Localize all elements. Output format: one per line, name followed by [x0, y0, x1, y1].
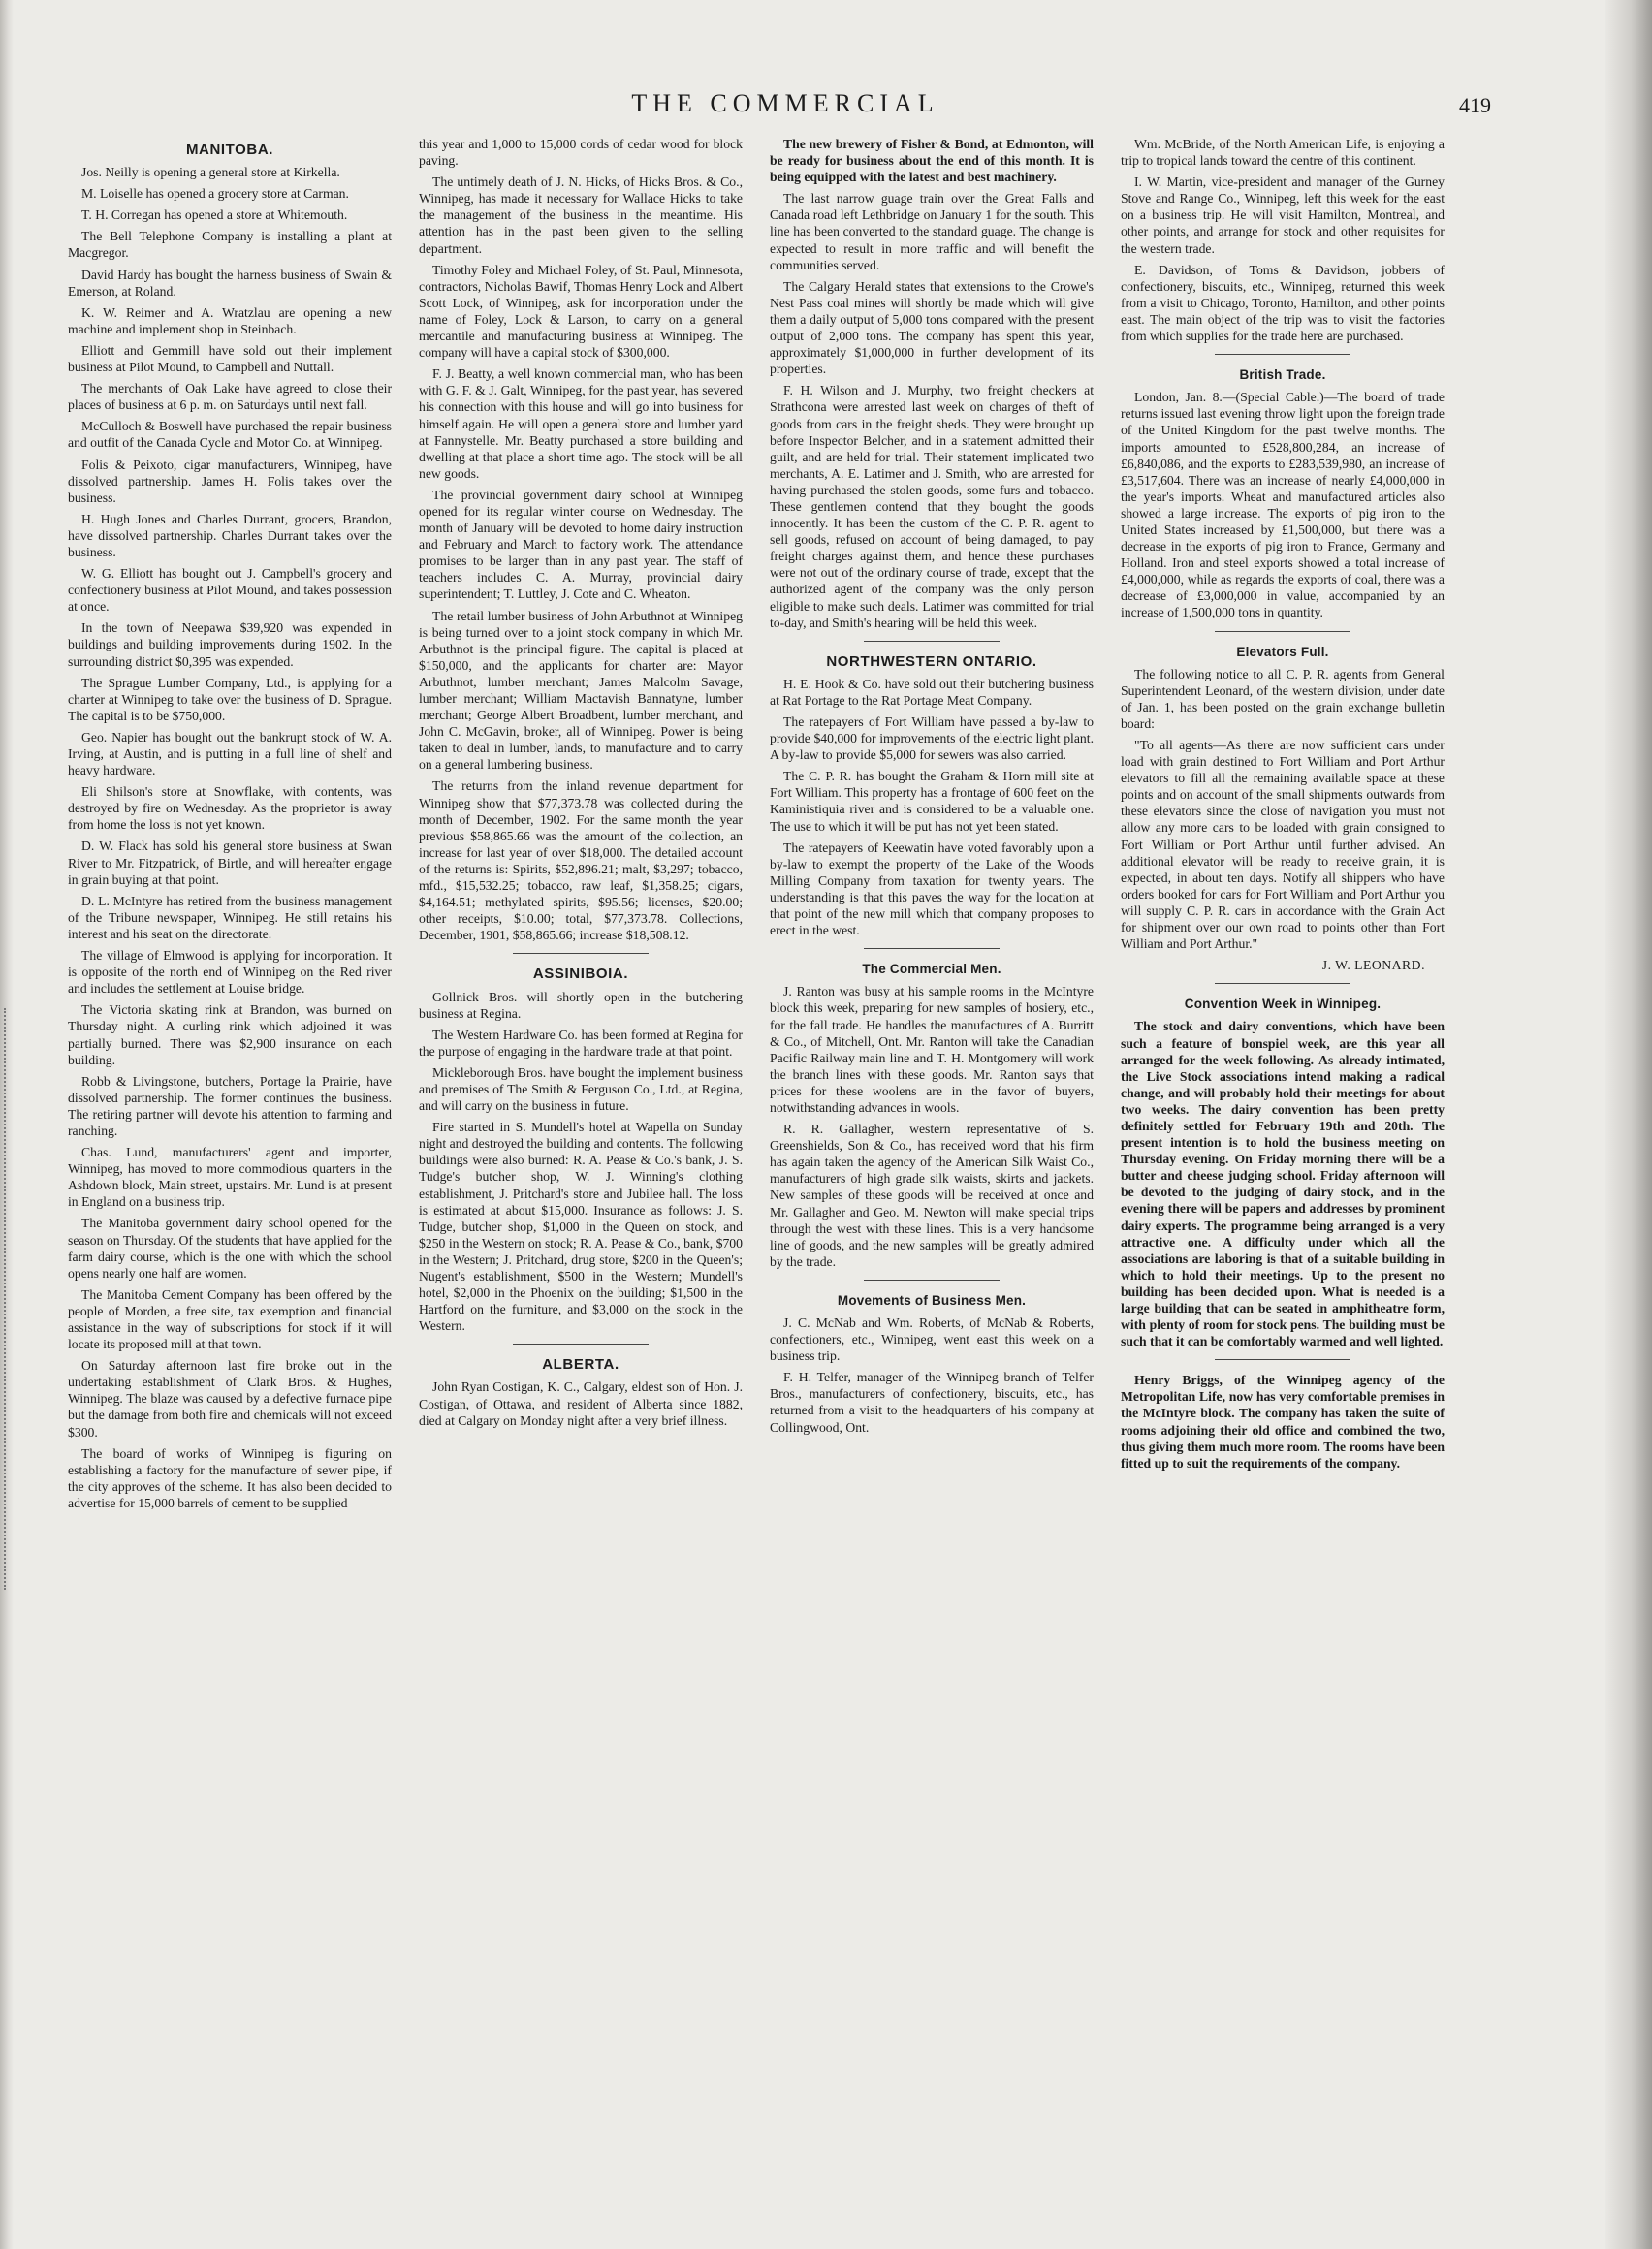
- news-item: David Hardy has bought the harness business of Swain & Emerson, at Roland.: [68, 267, 392, 299]
- news-item: H. E. Hook & Co. have sold out their butchering business at Rat Portage to the Rat Portage Meat Company.: [770, 676, 1094, 708]
- news-item: The provincial government dairy school at Winnipeg opened for its regular winter course on Wednesday. The month of January will be devoted to home dairy instruction and February and March to factory work. The attendance promises to be larger than in any past year. The staff of teachers includes C. A. Murray, provincial dairy superintendent; T. Luttley, J. Cote and C. Wheaton.: [419, 487, 743, 602]
- news-item: In the town of Neepawa $39,920 was expended in buildings and building improvements during 1902. In the surrounding district $0,395 was expended.: [68, 620, 392, 669]
- page-number: 419: [1459, 93, 1491, 117]
- section-heading: NORTHWESTERN ONTARIO.: [826, 652, 1037, 670]
- news-item: The board of works of Winnipeg is figuring on establishing a factory for the manufacture of sewer pipe, if the city approves of the scheme. It has also been decided to advertise for 15,000 barrels of cement to be supplied: [68, 1445, 392, 1510]
- section-divider: [864, 1280, 1000, 1281]
- masthead: THE COMMERCIAL: [631, 89, 939, 117]
- news-item: The untimely death of J. N. Hicks, of Hicks Bros. & Co., Winnipeg, has made it necessary for Wallace Hicks to take the management of the business in the meantime. His attention has in the past been given to the selling department.: [419, 174, 743, 256]
- news-item: D. W. Flack has sold his general store business at Swan River to Mr. Fitzpatrick, of Birtle, and will hereafter engage in grain buying at that point.: [68, 839, 392, 887]
- news-item: Timothy Foley and Michael Foley, of St. Paul, Minnesota, contractors, Nicholas Bawif, Thomas Henry Lock and Albert Scott Lock, of Winnipeg, ask for incorporation under the name of Foley, Lock & Larson, to carry on a general mercantile and manufacturing business at Winnipeg. The company will have a capital stock of $300,000.: [419, 262, 743, 361]
- news-item: The village of Elmwood is applying for incorporation. It is opposite of the north end of Winnipeg on the Red river and includes the settlement at Louise bridge.: [68, 948, 392, 997]
- section-divider: [864, 948, 1000, 949]
- news-item: The Western Hardware Co. has been formed at Regina for the purpose of engaging in the hardware trade at that point.: [419, 1027, 743, 1059]
- news-item: F. H. Telfer, manager of the Winnipeg branch of Telfer Bros., manufacturers of confectionery, biscuits, etc., has returned from a visit to the headquarters of his company at Collingwood, Ont.: [770, 1370, 1094, 1435]
- news-item: W. G. Elliott has bought out J. Campbell's grocery and confectionery business at Pilot Mound, and takes possession at once.: [68, 566, 392, 615]
- news-item: D. L. McIntyre has retired from the business management of the Tribune newspaper, Winnipeg. He still retains his interest and his seat on the directorate.: [68, 893, 392, 941]
- news-item: London, Jan. 8.—(Special Cable.)—The board of trade returns issued last evening throw light upon the foreign trade of the United Kingdom for the past twelve months. The imports amounted to £528,800,284, an increase of £6,840,086, and the exports to £283,539,980, an increase of £3,517,604. There was an increase of nearly £4,000,000 in the year's imports. Wheat and manufactured articles also showed a large increase. The exports of pig iron to the United States increased by £1,500,000, but there was a decrease in the exports of pig iron to France, Germany and Holland. Iron and steel exports showed a total increase of £4,000,000, while as regards the exports of coal, there was a decrease of £3,000,000 in value, accompanied by an increase of 1,500,000 tons in quantity.: [1121, 390, 1445, 620]
- news-item: The returns from the inland revenue department for Winnipeg show that $77,373.78 was collected during the month of December, 1902. For the same month the year previous $58,865.66 was the amount of the collection, an increase for last year of over $18,000. The detailed account of the returns is: Spirits, $52,896.21; malt, $3,297; tobacco, mfd., $15,532.25; tobacco, raw leaf, $1,358.25; cigars, $4,164.51; methylated spirits, $95.56; licenses, $20.00; other receipts, $10.00; total, $77,373.78. Collections, December, 1901, $58,865.66; increase $18,508.12.: [419, 778, 743, 943]
- news-item: Mickleborough Bros. have bought the implement business and premises of The Smith & Ferguson Co., Ltd., at Regina, and will carry on the business in future.: [419, 1064, 743, 1114]
- section-divider: [1215, 983, 1350, 984]
- news-item: K. W. Reimer and A. Wratzlau are opening a new machine and implement shop in Steinbach.: [68, 304, 392, 336]
- column-3: [770, 136, 1094, 2201]
- section-heading: British Trade.: [1239, 367, 1326, 383]
- section-heading: Elevators Full.: [1236, 644, 1329, 659]
- news-item: H. Hugh Jones and Charles Durrant, grocers, Brandon, have dissolved partnership. Charles Durrant takes over the business.: [68, 511, 392, 559]
- news-item: The merchants of Oak Lake have agreed to close their places of business at 6 p. m. on Saturdays until next fall.: [68, 381, 392, 413]
- news-item: I. W. Martin, vice-president and manager of the Gurney Stove and Range Co., Winnipeg, left this week for the east on a business trip. He will visit Hamilton, Montreal, and other points, and arrange for stock and other requisites for the western trade.: [1121, 174, 1445, 256]
- news-item: The new brewery of Fisher & Bond, at Edmonton, will be ready for business about the end of this month. It is being equipped with the latest and best machinery.: [770, 137, 1094, 185]
- section-divider: [513, 953, 649, 954]
- news-item: The Sprague Lumber Company, Ltd., is applying for a charter at Winnipeg to take over the business of D. Sprague. The capital is to be $750,000.: [68, 675, 392, 723]
- signature: J. W. LEONARD.: [1321, 958, 1425, 973]
- section-heading: ASSINIBOIA.: [532, 966, 629, 983]
- news-item: The Manitoba Cement Company has been offered by the people of Morden, a free site, tax exemption and financial assistance in the way of subscriptions for stock if it will locate its proposed mill at that town.: [68, 1286, 392, 1352]
- column-4: [1121, 136, 1445, 2201]
- section-heading: The Commercial Men.: [862, 962, 1001, 977]
- news-item: McCulloch & Boswell have purchased the repair business and outfit of the Canada Cycle and Motor Co. at Winnipeg.: [68, 419, 392, 451]
- news-item: Gollnick Bros. will shortly open in the butchering business at Regina.: [419, 989, 743, 1021]
- section-heading: Convention Week in Winnipeg.: [1184, 997, 1382, 1012]
- news-item: Elliott and Gemmill have sold out their implement business at Pilot Mound, to Campbell and Nuttall.: [68, 342, 392, 375]
- news-item: F. J. Beatty, a well known commercial man, who has been with G. F. & J. Galt, Winnipeg, for the past year, has severed his connection with this house and will go into business for himself again. He will open a general store and lumber yard at Fannystelle. Mr. Beatty purchased a store building and dwelling at that place a short time ago. The stock will be all new goods.: [419, 366, 743, 481]
- news-item: Henry Briggs, of the Winnipeg agency of the Metropolitan Life, now has very comfortable premises in the McIntyre block. The company has taken the suite of rooms adjoining their old office and combined the two, thus giving them much more room. The rooms have been fitted up to suit the requirements of the company.: [1121, 1373, 1445, 1471]
- news-item: The Manitoba government dairy school opened for the season on Thursday. Of the students that have applied for the farm dairy course, which is the one with which the school opens nearly one half are women.: [68, 1216, 392, 1281]
- news-item: E. Davidson, of Toms & Davidson, jobbers of confectionery, biscuits, etc., Winnipeg, returned this week from a visit to Chicago, Toronto, Hamilton, and other points east. The main object of the trip was to visit the factories from which supplies for the trade here are purchased.: [1121, 262, 1445, 344]
- section-divider: [1215, 1359, 1350, 1360]
- news-item: "To all agents—As there are now sufficient cars under load with grain destined to Fort William and Port Arthur elevators to fill all the remaining available space at these points and on account of the small shipments outwards from these elevators since the close of navigation you must not allow any more cars to be loaded with grain consigned to Fort William or Port Arthur until further advised. An additional elevator will be ready to receive grain, it is expected, in about ten days. Notify all shippers who have orders booked for cars for Fort William and Port Arthur you will supply C. P. R. cars in accordance with the Grain Act for shipment over our own road to points other than Fort William and Port Arthur.": [1121, 738, 1445, 952]
- news-item: T. H. Corregan has opened a store at Whitemouth.: [81, 207, 348, 223]
- section-heading: ALBERTA.: [542, 1356, 620, 1374]
- news-item: The Calgary Herald states that extensions to the Crowe's Nest Pass coal mines will shortly be made which will give them a daily output of 5,000 tons compared with the present output of 2,000 tons. The company has spent this year, approximately $1,000,000 in further development of its properties.: [770, 278, 1094, 377]
- news-item: On Saturday afternoon last fire broke out in the undertaking establishment of Clark Bros. & Hughes, Winnipeg. The blaze was caused by a defective furnace pipe but the damage from both fire and chemicals will not exceed $300.: [68, 1358, 392, 1440]
- news-item: F. H. Wilson and J. Murphy, two freight checkers at Strathcona were arrested last week on charges of theft of goods from cars in the freight sheds. They were brought up before Inspector Belcher, and in a statement admitted their guilt, and are held for trial. Their statement implicated two merchants, A. E. Latimer and J. Smith, who are arrested for having purchased the stolen goods, some furs and tobacco. These gentlemen contend that they bought the goods innocently. It has been the custom of the C. P. R. agent to sell goods, refused on account of being damaged, to pay freight charges against them, and hence these purchases were not out of the ordinary course of trade, except that the authorized agent of the company was the only person eligible to make such deals. Latimer was committed for trial to-day, and Smith's hearing will be held this week.: [770, 383, 1094, 630]
- section-divider: [864, 641, 1000, 642]
- section-divider: [1215, 354, 1350, 355]
- column-2: [419, 136, 743, 2201]
- news-item: Geo. Napier has bought out the bankrupt stock of W. A. Irving, at Austin, and is putting in a full line of shelf and heavy hardware.: [68, 729, 392, 778]
- news-item: The ratepayers of Keewatin have voted favorably upon a by-law to exempt the property of the Lake of the Woods Milling Company from taxation for twenty years. The understanding is that this paves the way for the location at that point of the new mill which that company proposes to erect in the west.: [770, 839, 1094, 938]
- news-item: The Bell Telephone Company is installing a plant at Macgregor.: [68, 229, 392, 261]
- news-item: Jos. Neilly is opening a general store at Kirkella.: [81, 165, 340, 180]
- news-item: Robb & Livingstone, butchers, Portage la Prairie, have dissolved partnership. The former continues the business. The retiring partner will devote his attention to farming and ranching.: [68, 1073, 392, 1138]
- news-item: The last narrow guage train over the Great Falls and Canada road left Lethbridge on January 1 for the south. This line has been converted to the standard guage. The change is expected to result in more traffic and will benefit the communities served.: [770, 191, 1094, 272]
- news-item: J. C. McNab and Wm. Roberts, of McNab & Roberts, confectioners, etc., Winnipeg, went east this week on a business trip.: [770, 1315, 1094, 1364]
- news-item: The Victoria skating rink at Brandon, was burned on Thursday night. A curling rink which adjoined it was partially burned. There was $2,900 insurance on each building.: [68, 1002, 392, 1067]
- news-item: The ratepayers of Fort William have passed a by-law to provide $40,000 for improvements of the electric light plant. A by-law to provide $5,000 for sewers was also carried.: [770, 714, 1094, 763]
- section-divider: [1215, 631, 1350, 632]
- news-item: Fire started in S. Mundell's hotel at Wapella on Sunday night and destroyed the building and contents. The following buildings were also burned: R. A. Pease & Co.'s bank, J. S. Tudge's butcher shop, W. J. Winning's clothing establishment, J. Pritchard's store and Jubilee hall. The loss is estimated at about $15,000. Insurance as follows: J. S. Tudge, butcher shop, $1,000 in the Queen on stock, and $250 in the Western on stock; R. A. Pease & Co., bank, $700 in the Western; J. Pritchard, drug store, $200 in the Queen's; Nugent's establishment, $500 in the Western; Mundell's hotel, $2,000 in the Phoenix on the building; $1,500 in the Hartford on the furniture, and $3,000 on the stock in the Western.: [419, 1120, 743, 1334]
- margin-binding-marks: [4, 1008, 14, 1590]
- news-item: Chas. Lund, manufacturers' agent and importer, Winnipeg, has moved to more commodious quarters in the Ashdown block, Main street, upstairs. Mr. Lund is at present in England on a business trip.: [68, 1145, 392, 1210]
- news-item: Wm. McBride, of the North American Life, is enjoying a trip to tropical lands toward the centre of this continent.: [1121, 137, 1445, 169]
- news-item: John Ryan Costigan, K. C., Calgary, eldest son of Hon. J. Costigan, of Ottawa, and resident of Alberta since 1882, died at Calgary on Monday night after a very brief illness.: [419, 1379, 743, 1428]
- news-item: Folis & Peixoto, cigar manufacturers, Winnipeg, have dissolved partnership. James H. Folis takes over the business.: [68, 457, 392, 505]
- page-header: [58, 89, 1512, 128]
- news-item: The stock and dairy conventions, which have been such a feature of bonspiel week, are this year all arranged for the week following. As already intimated, the Live Stock associations intend making a radical change, and will probably hold their meetings for about two weeks. The dairy convention has been pretty definitely settled for February 19th and 20th. The present intention is to hold the business meeting on Thursday evening. On Friday morning there will be a butter and cheese judging school. Friday afternoon will be devoted to the judging of dairy stock, and in the evening there will be papers and addresses by prominent dairy experts. The programme being arranged is a very attractive one. A difficulty under which all the associations are laboring is that of a suitable building in which to hold their meetings. Up to the present no building has been decided upon. What is needed is a large building that can be seated in amphitheatre form, with plenty of room for stock pens. The building must be such that it can be comfortably warmed and well lighted.: [1121, 1019, 1445, 1349]
- news-item: Eli Shilson's store at Snowflake, with contents, was destroyed by fire on Wednesday. As the proprietor is away from home the loss is not yet known.: [68, 784, 392, 833]
- news-item: M. Loiselle has opened a grocery store at Carman.: [81, 186, 349, 202]
- news-item: The following notice to all C. P. R. agents from General Superintendent Leonard, of the western division, under date of Jan. 1, has been posted on the grain exchange bulletin board:: [1121, 666, 1445, 731]
- news-item: this year and 1,000 to 15,000 cords of cedar wood for block paving.: [419, 137, 743, 169]
- news-item: J. Ranton was busy at his sample rooms in the McIntyre block this week, preparing for new samples of hosiery, etc., for the fall trade. He handles the manufactures of A. Burritt & Co., of Mitchell, Ont. Mr. Ranton will take the Canadian Pacific Railway main line and T. H. Montgomery will work the branch lines with these goods. Mr. Ranton says that prices for these woolens are in the favor of buyers, notwithstanding advances in wools.: [770, 984, 1094, 1115]
- section-heading: MANITOBA.: [185, 142, 274, 158]
- news-item: R. R. Gallagher, western representative of S. Greenshields, Son & Co., has received word that his firm has again taken the agency of the American Silk Waist Co., manufacturers of high grade silk waists, skirts and jackets. New samples of these goods will be received at once and Mr. Gallagher and Geo. M. Newton will make special trips through the west with these lines. This is a very handsome line of goods, and the new samples will be greatly admired by the trade.: [770, 1122, 1094, 1269]
- column-1: [68, 136, 392, 2201]
- news-item: The C. P. R. has bought the Graham & Horn mill site at Fort William. This property has a frontage of 600 feet on the Kaministiquia river and is considered to be a valuable one. The use to which it will be put has not yet been stated.: [770, 769, 1094, 834]
- news-item: The retail lumber business of John Arbuthnot at Winnipeg is being turned over to a joint stock company in which Mr. Arbuthnot is the principal figure. The capital is placed at $150,000, and the applicants for charter are: Mayor Arbuthnot, lumber merchant; James Malcolm Savage, lumber merchant; William Mactavish Bannatyne, lumber merchant; George Albert Broadbent, lumber merchant, and John C. McGavin, broker, all of Winnipeg. Power is being taken to deal in lumber, lands, to manufacture and to carry on a general lumbering business.: [419, 608, 743, 773]
- section-heading: Movements of Business Men.: [837, 1292, 1027, 1308]
- page-edge-shadow: [1605, 0, 1652, 2249]
- section-divider: [513, 1344, 649, 1345]
